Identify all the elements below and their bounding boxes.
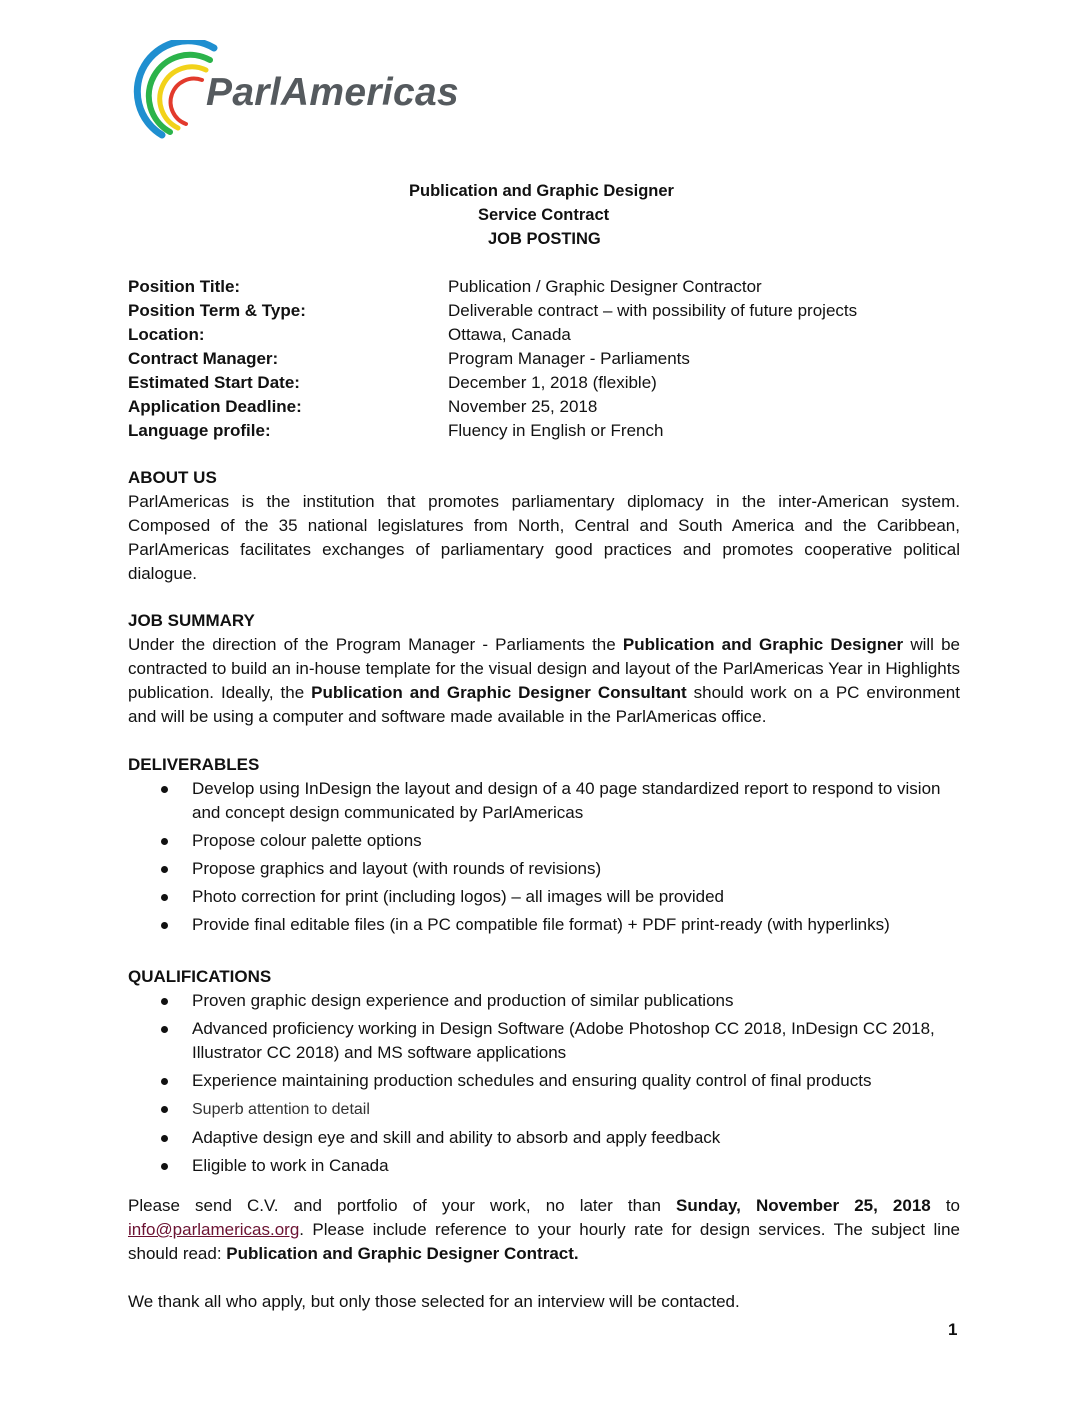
detail-row	[128, 395, 960, 419]
bullet-icon	[161, 1026, 168, 1033]
detail-label: Estimated Start Date:	[128, 373, 300, 392]
detail-label: Position Title:	[128, 277, 241, 296]
detail-row	[128, 371, 960, 395]
summary-heading: JOB SUMMARY	[128, 611, 255, 630]
bullet-icon	[161, 998, 168, 1005]
detail-value: November 25, 2018	[448, 397, 598, 416]
bullet-icon	[161, 922, 168, 929]
detail-value: Publication / Graphic Designer Contractor	[448, 277, 762, 296]
list-item: Photo correction for print (including logos) – all images will be provided	[128, 885, 960, 909]
detail-label: Location:	[128, 325, 205, 344]
bullet-icon	[161, 1135, 168, 1142]
detail-label: Language profile:	[128, 421, 271, 440]
detail-value: December 1, 2018 (flexible)	[448, 373, 657, 392]
list-item: Eligible to work in Canada	[128, 1154, 960, 1178]
list-item: Develop using InDesign the layout and design of a 40 page standardized report to respond to vision and concept design communicated by ParlAmericas	[128, 777, 960, 825]
deliverables-section	[128, 753, 960, 941]
bullet-icon	[161, 1163, 168, 1170]
about-heading: ABOUT US	[128, 468, 217, 487]
detail-value: Program Manager - Parliaments	[448, 349, 690, 368]
list-item: Experience maintaining production schedules and ensuring quality control of final products	[128, 1069, 960, 1093]
detail-value: Deliverable contract – with possibility of future projects	[448, 301, 858, 320]
list-item: Adaptive design eye and skill and ability to absorb and apply feedback	[128, 1126, 960, 1150]
about-section	[128, 466, 960, 586]
summary-text: Under the direction of the Program Manager - Parliaments the Publication and Graphic Designer will be contracted to build an in-house template for the visual design and layout of the ParlAmericas Year in Highlights publication. Ideally, the Publication and Graphic Designer Consultant should work on a PC environment and will be using a computer and software made available in the ParlAmericas office.	[128, 635, 960, 726]
qualifications-list	[128, 989, 960, 1178]
title-line-3: JOB POSTING	[488, 230, 601, 248]
closing-text: We thank all who apply, but only those selected for an interview will be contacted.	[128, 1292, 740, 1311]
detail-row	[128, 347, 960, 371]
detail-label: Position Term & Type:	[128, 301, 306, 320]
title-line-2: Service Contract	[478, 206, 610, 224]
detail-value: Fluency in English or French	[448, 421, 664, 440]
title-line-1: Publication and Graphic Designer	[409, 182, 674, 200]
list-item: Advanced proficiency working in Design Software (Adobe Photoshop CC 2018, InDesign CC 2018, Illustrator CC 2018) and MS software applications	[128, 1017, 960, 1065]
deliverables-list	[128, 777, 960, 937]
bullet-icon	[161, 1106, 168, 1113]
page-number: 1	[948, 1320, 958, 1339]
deliverables-heading: DELIVERABLES	[128, 755, 260, 774]
qualifications-section	[128, 965, 960, 1182]
detail-value: Ottawa, Canada	[448, 325, 571, 344]
about-text: ParlAmericas is the institution that promotes parliamentary diplomacy in the inter-American system. Composed of the 35 national legislatures from North, Central and South America and the Caribbean, ParlAmericas facilitates exchanges of parliamentary good practices and promotes cooperative political dialogue.	[128, 492, 960, 583]
detail-row	[128, 419, 960, 443]
detail-label: Contract Manager:	[128, 349, 279, 368]
list-item: Provide final editable files (in a PC compatible file format) + PDF print-ready (with hyperlinks)	[128, 913, 960, 937]
detail-label: Application Deadline:	[128, 397, 302, 416]
bullet-icon	[161, 894, 168, 901]
bullet-icon	[161, 786, 168, 793]
bullet-icon	[161, 1078, 168, 1085]
email-link[interactable]: info@parlamericas.org	[128, 1220, 300, 1239]
qualifications-heading: QUALIFICATIONS	[128, 967, 272, 986]
detail-row	[128, 323, 960, 347]
summary-section	[128, 609, 960, 729]
bullet-icon	[161, 866, 168, 873]
list-item: Propose colour palette options	[128, 829, 960, 853]
apply-section	[128, 1194, 960, 1266]
apply-text: Please send C.V. and portfolio of your work, no later than Sunday, November 25, 2018 to info@parlamericas.org. Please include reference to your hourly rate for design services. The subject line should read: Publication and Graphic Designer Contract.	[128, 1196, 960, 1263]
list-item: Proven graphic design experience and production of similar publications	[128, 989, 960, 1013]
document-title	[128, 179, 960, 251]
list-item: Propose graphics and layout (with rounds of revisions)	[128, 857, 960, 881]
bullet-icon	[161, 838, 168, 845]
logo-wordmark: ParlAmericas	[206, 71, 459, 114]
detail-row	[128, 275, 960, 299]
position-details	[128, 275, 960, 443]
detail-row	[128, 299, 960, 323]
list-item: Superb attention to detail	[128, 1097, 960, 1122]
parlamericas-logo	[132, 40, 512, 142]
